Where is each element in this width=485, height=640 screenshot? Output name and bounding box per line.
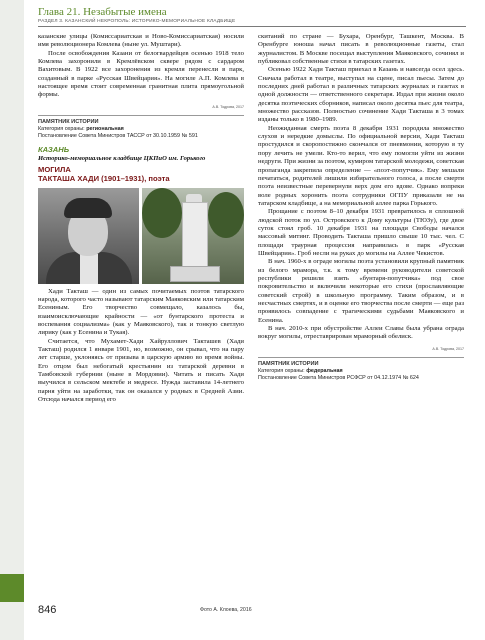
cemetery-name: Историко-мемориальное кладбище ЦКПиО им. Горького — [38, 155, 206, 163]
page-number: 846 — [38, 604, 57, 616]
header-divider — [38, 26, 466, 27]
right-column — [258, 33, 464, 382]
paragraph: Осенью 1922 Хади Такташ приехал в Казань и навсегда осел здесь. Сначала работал в театре, выступал на сцене, писал пьесы. Затем до последних дней работал в различных татарских журналах и газетах в одной должности — ответственного секретаря. Издал при жизни около десятка поэтических сборников, написал около десятка пьес для театра, множество рассказов. Полностью сочинение Хади Такташа в 3 томах изданы только в 1980–1989. — [258, 66, 464, 124]
photo-strip — [38, 188, 244, 284]
tree-foliage — [142, 188, 182, 238]
grave-name: ТАКТАША ХАДИ (1901–1931), поэта — [38, 173, 170, 183]
monument-heading: ПАМЯТНИК ИСТОРИИ — [38, 119, 99, 126]
paragraph: Считается, что Мухамет-Хади Хайруллович Такташев (Хади Такташ) родился 1 января 1901, но, возможно, он срывал, что на пару лет старше, уклоняясь от призыва в царскую армию во время войны. Его отцом был небогатый крестьянин из татарской деревни в Тамбовской губернии (ныне в Мордовии). Читать и писать Хади выучился в сельском мектебе и медресе. Нужда заставила 14-летнего парня уйти на заработки, так он оказался у родных в Средней Азии. Отсюда начался период его — [38, 337, 244, 404]
photo-credit: А.В. Тодрова, 2017 — [432, 346, 464, 351]
marble-obelisk — [182, 202, 208, 270]
category-label: Категория охраны: — [38, 126, 87, 133]
divider — [258, 357, 464, 358]
monument-info-box — [38, 119, 244, 140]
paragraph: Хади Такташ — один из самых почитаемых поэтов татарского народа, которого часто называют татарским Маяковским или татарским Есениным. Его творчество совмещало, казалось бы, взаимоисключающие крайности — «от бунтарского протеста и воспевания социализма» (как у Маяковского), так и тонкую светлую лирику (как у Есенина и Тукая). — [38, 287, 244, 337]
paragraph: Прощание с поэтом 8–10 декабря 1931 превратилось в сплошной людской поток по ул. Островского к Дому культуры (ТЮЗу), где двое суток стоял гроб. 10 декабря 1931 на площади Свободы начался массовый митинг. Проводить Такташа пришло свыше 10 тыс. чел. С площади траурная процессия направилась в парк «Русская Швейцария». Гроб несли на руках до могилы на Аллее Чекистов. — [258, 208, 464, 257]
divider — [38, 115, 244, 116]
protection-category — [38, 126, 244, 133]
paragraph: скитаний по стране — Бухара, Оренбург, Ташкент, Москва. В Оренбурге юноша начал писать в революционные газеты, стал журналистом. В Москве посещал выступления Маяковского, сочинял и публиковал собственные стихи в татарских газетах. — [258, 33, 464, 66]
chapter-tab-marker — [0, 574, 24, 602]
obelisk-base — [170, 266, 220, 282]
tree-foliage — [208, 192, 244, 238]
category-label: Категория охраны: — [258, 368, 307, 375]
portrait-shirt — [80, 254, 98, 284]
protection-category — [258, 368, 464, 375]
page-margin-band — [0, 0, 24, 640]
paragraph: В нач. 1960-х в ограде могилы поэта установили крупный памятник из белого мрамора, т.к. к тому времени руководители советской республики решили взять «бунтаря-попутчика» под свое покровительство и включили некоторые его стихи (прославляющие советский строй) в школьную программу. Таким образом, и в несчастных смертях, и в оценке его творчества после смерти — еще раз проявилось совпадение с трагическими судьбами Маяковского и Есенина. — [258, 258, 464, 324]
paragraph: После освобождения Казани от белогвардейцев осенью 1918 тело Комлева захоронили в Кремлёвском сквере рядом с сардаром Вахитовым. В 1922 все захоронения из кремля перенесли в парк, созданный в парке «Русская Швейцария». На могиле А.П. Комлева в настоящее время стоит современная гранитная плита прямоугольной формы. — [38, 49, 244, 99]
grave-monument-photo — [142, 188, 244, 284]
paragraph: казанские улицы (Комиссариатская и Ново-Комиссариатская) носили имя революционера Комлева (ныне ул. Муштари). — [38, 33, 244, 49]
portrait-hair — [64, 198, 112, 218]
category-value: региональная — [86, 126, 124, 133]
portrait-photo — [38, 188, 139, 284]
decree-line: Постановление Совета Министров ТАССР от 30.10.1959 № 591 — [38, 133, 198, 140]
category-value: федеральная — [306, 368, 343, 375]
photo-credit: А.В. Тодрова, 2017 — [212, 104, 244, 109]
chapter-title: Глава 21. Незабытые имена — [38, 6, 167, 18]
left-column — [38, 33, 244, 405]
running-header — [38, 6, 466, 24]
section-subtitle: РАЗДЕЛ 3. КАЗАНСКИЙ НЕКРОПОЛЬ: ИСТОРИКО-МЕМОРИАЛЬНОЕ КЛАДБИЩЕ — [38, 19, 236, 24]
grave-label: МОГИЛА — [38, 164, 71, 174]
monument-info-box — [258, 361, 464, 382]
city-heading: КАЗАНЬ — [38, 145, 70, 155]
paragraph: В нач. 2010-х при обустройстве Аллеи Славы была убрана ограда вокруг могилы, отреставрирован мраморный обелиск. — [258, 325, 464, 341]
footer-photo-credit: Фото А. Клоева, 2016 — [200, 607, 252, 613]
decree-line: Постановление Совета Министров РСФСР от 04.12.1974 № 624 — [258, 375, 419, 382]
paragraph: Неожиданная смерть поэта 8 декабря 1931 породила множество слухов и нередкие домыслы. По официальной версии, Хади Такташ простудился и скоропостижно скончался от пневмонии, которую в ту пору лечить не умели. Кто-то верил, что ему помогли уйти из жизни недруги. При жизни за поэтом, кумиром татарской молодежи, советская пропаганда закрепила определение — «поэт-попутчик». Ему мешали печататься, родителей лишили избирательного голоса, а после смерти поэта неизвестные перевернули верх дом его вдове. Однако вопреки воле родных хоронить поэта сотрудники ОГПУ приказали не на татарском кладбище, а на мемориальной аллее парка Горького. — [258, 124, 464, 207]
monument-heading: ПАМЯТНИК ИСТОРИИ — [258, 361, 319, 368]
